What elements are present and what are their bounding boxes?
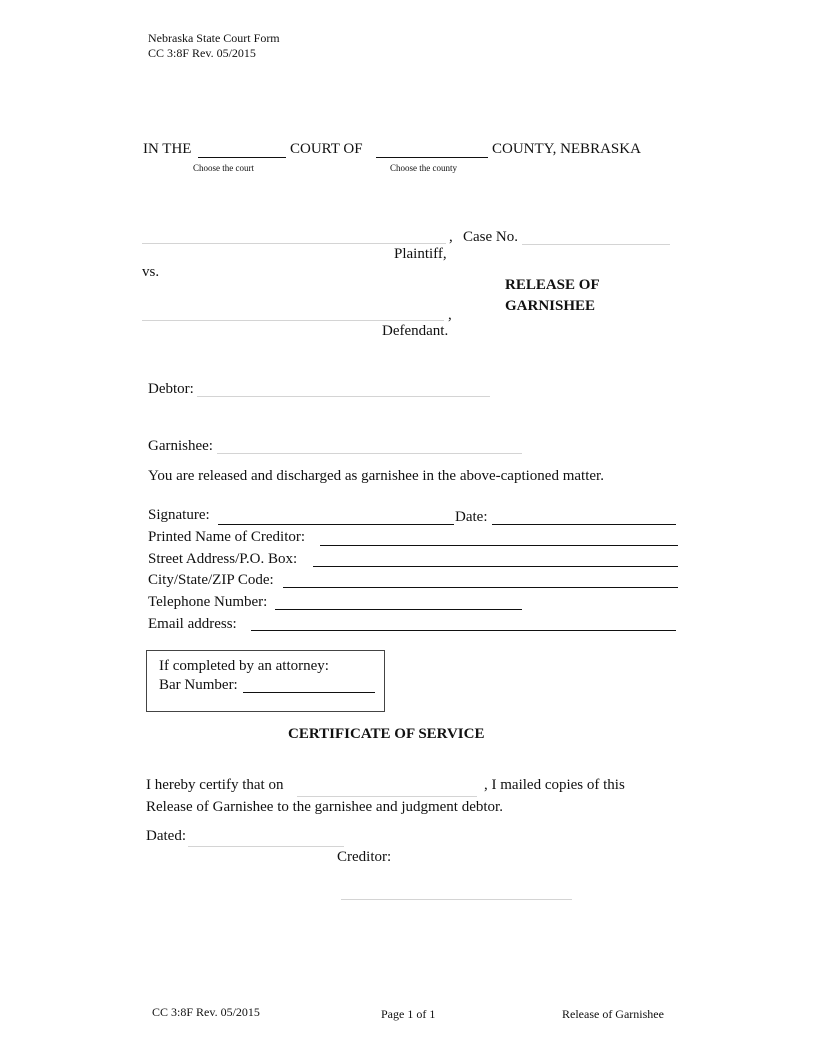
street-address-field[interactable] (313, 566, 678, 567)
county-field[interactable] (376, 157, 488, 158)
case-no-field[interactable] (522, 244, 670, 245)
choose-court-hint: Choose the court (193, 163, 254, 173)
document-title-line2: GARNISHEE (505, 298, 596, 314)
defendant-field[interactable] (142, 320, 444, 321)
caption-county-nebraska: COUNTY, NEBRASKA (492, 141, 641, 157)
street-address-label: Street Address/P.O. Box: (148, 551, 298, 567)
footer-form-code: CC 3:8F Rev. 05/2015 (152, 1005, 260, 1019)
dated-field[interactable] (188, 846, 344, 847)
garnishee-label: Garnishee: (148, 438, 213, 454)
certify-prefix: I hereby certify that on (146, 777, 284, 793)
creditor-signature-field[interactable] (341, 899, 572, 900)
caption-court-of: COURT OF (290, 141, 363, 157)
date-field[interactable] (492, 524, 676, 525)
bar-number-field[interactable] (243, 692, 375, 693)
court-field[interactable] (198, 157, 286, 158)
certify-line2: Release of Garnishee to the garnishee and judgment debtor. (146, 799, 503, 815)
debtor-field[interactable] (197, 396, 490, 397)
dated-label: Dated: (146, 828, 186, 844)
email-label: Email address: (148, 616, 237, 632)
signature-field[interactable] (218, 524, 454, 525)
creditor-label: Creditor: (337, 849, 392, 865)
plaintiff-comma: , (449, 229, 453, 245)
attorney-box-heading: If completed by an attorney: (159, 658, 329, 674)
bar-number-label: Bar Number: (159, 677, 238, 693)
footer-page-number: Page 1 of 1 (381, 1007, 436, 1021)
form-name: Nebraska State Court Form (148, 31, 280, 45)
signature-label: Signature: (148, 507, 210, 523)
city-state-zip-label: City/State/ZIP Code: (148, 572, 274, 588)
release-statement: You are released and discharged as garnishee in the above-captioned matter. (148, 468, 604, 484)
printed-name-field[interactable] (320, 545, 678, 546)
vs-label: vs. (142, 264, 160, 280)
form-code: CC 3:8F Rev. 05/2015 (148, 46, 256, 60)
choose-county-hint: Choose the county (390, 163, 457, 173)
case-no-label: Case No. (463, 229, 518, 245)
document-title-line1: RELEASE OF (505, 277, 600, 293)
debtor-label: Debtor: (148, 381, 194, 397)
footer-form-title: Release of Garnishee (562, 1007, 664, 1021)
defendant-comma: , (448, 307, 452, 323)
telephone-label: Telephone Number: (148, 594, 268, 610)
certificate-title: CERTIFICATE OF SERVICE (288, 726, 485, 742)
email-field[interactable] (251, 630, 676, 631)
defendant-label: Defendant. (382, 323, 449, 339)
date-label: Date: (455, 509, 488, 525)
printed-name-label: Printed Name of Creditor: (148, 529, 306, 545)
service-date-field[interactable] (297, 796, 477, 797)
certify-suffix: , I mailed copies of this (484, 777, 625, 793)
garnishee-field[interactable] (217, 453, 522, 454)
plaintiff-label: Plaintiff, (394, 246, 447, 262)
caption-in-the: IN THE (143, 141, 192, 157)
city-state-zip-field[interactable] (283, 587, 678, 588)
telephone-field[interactable] (275, 609, 522, 610)
plaintiff-field[interactable] (142, 243, 446, 244)
